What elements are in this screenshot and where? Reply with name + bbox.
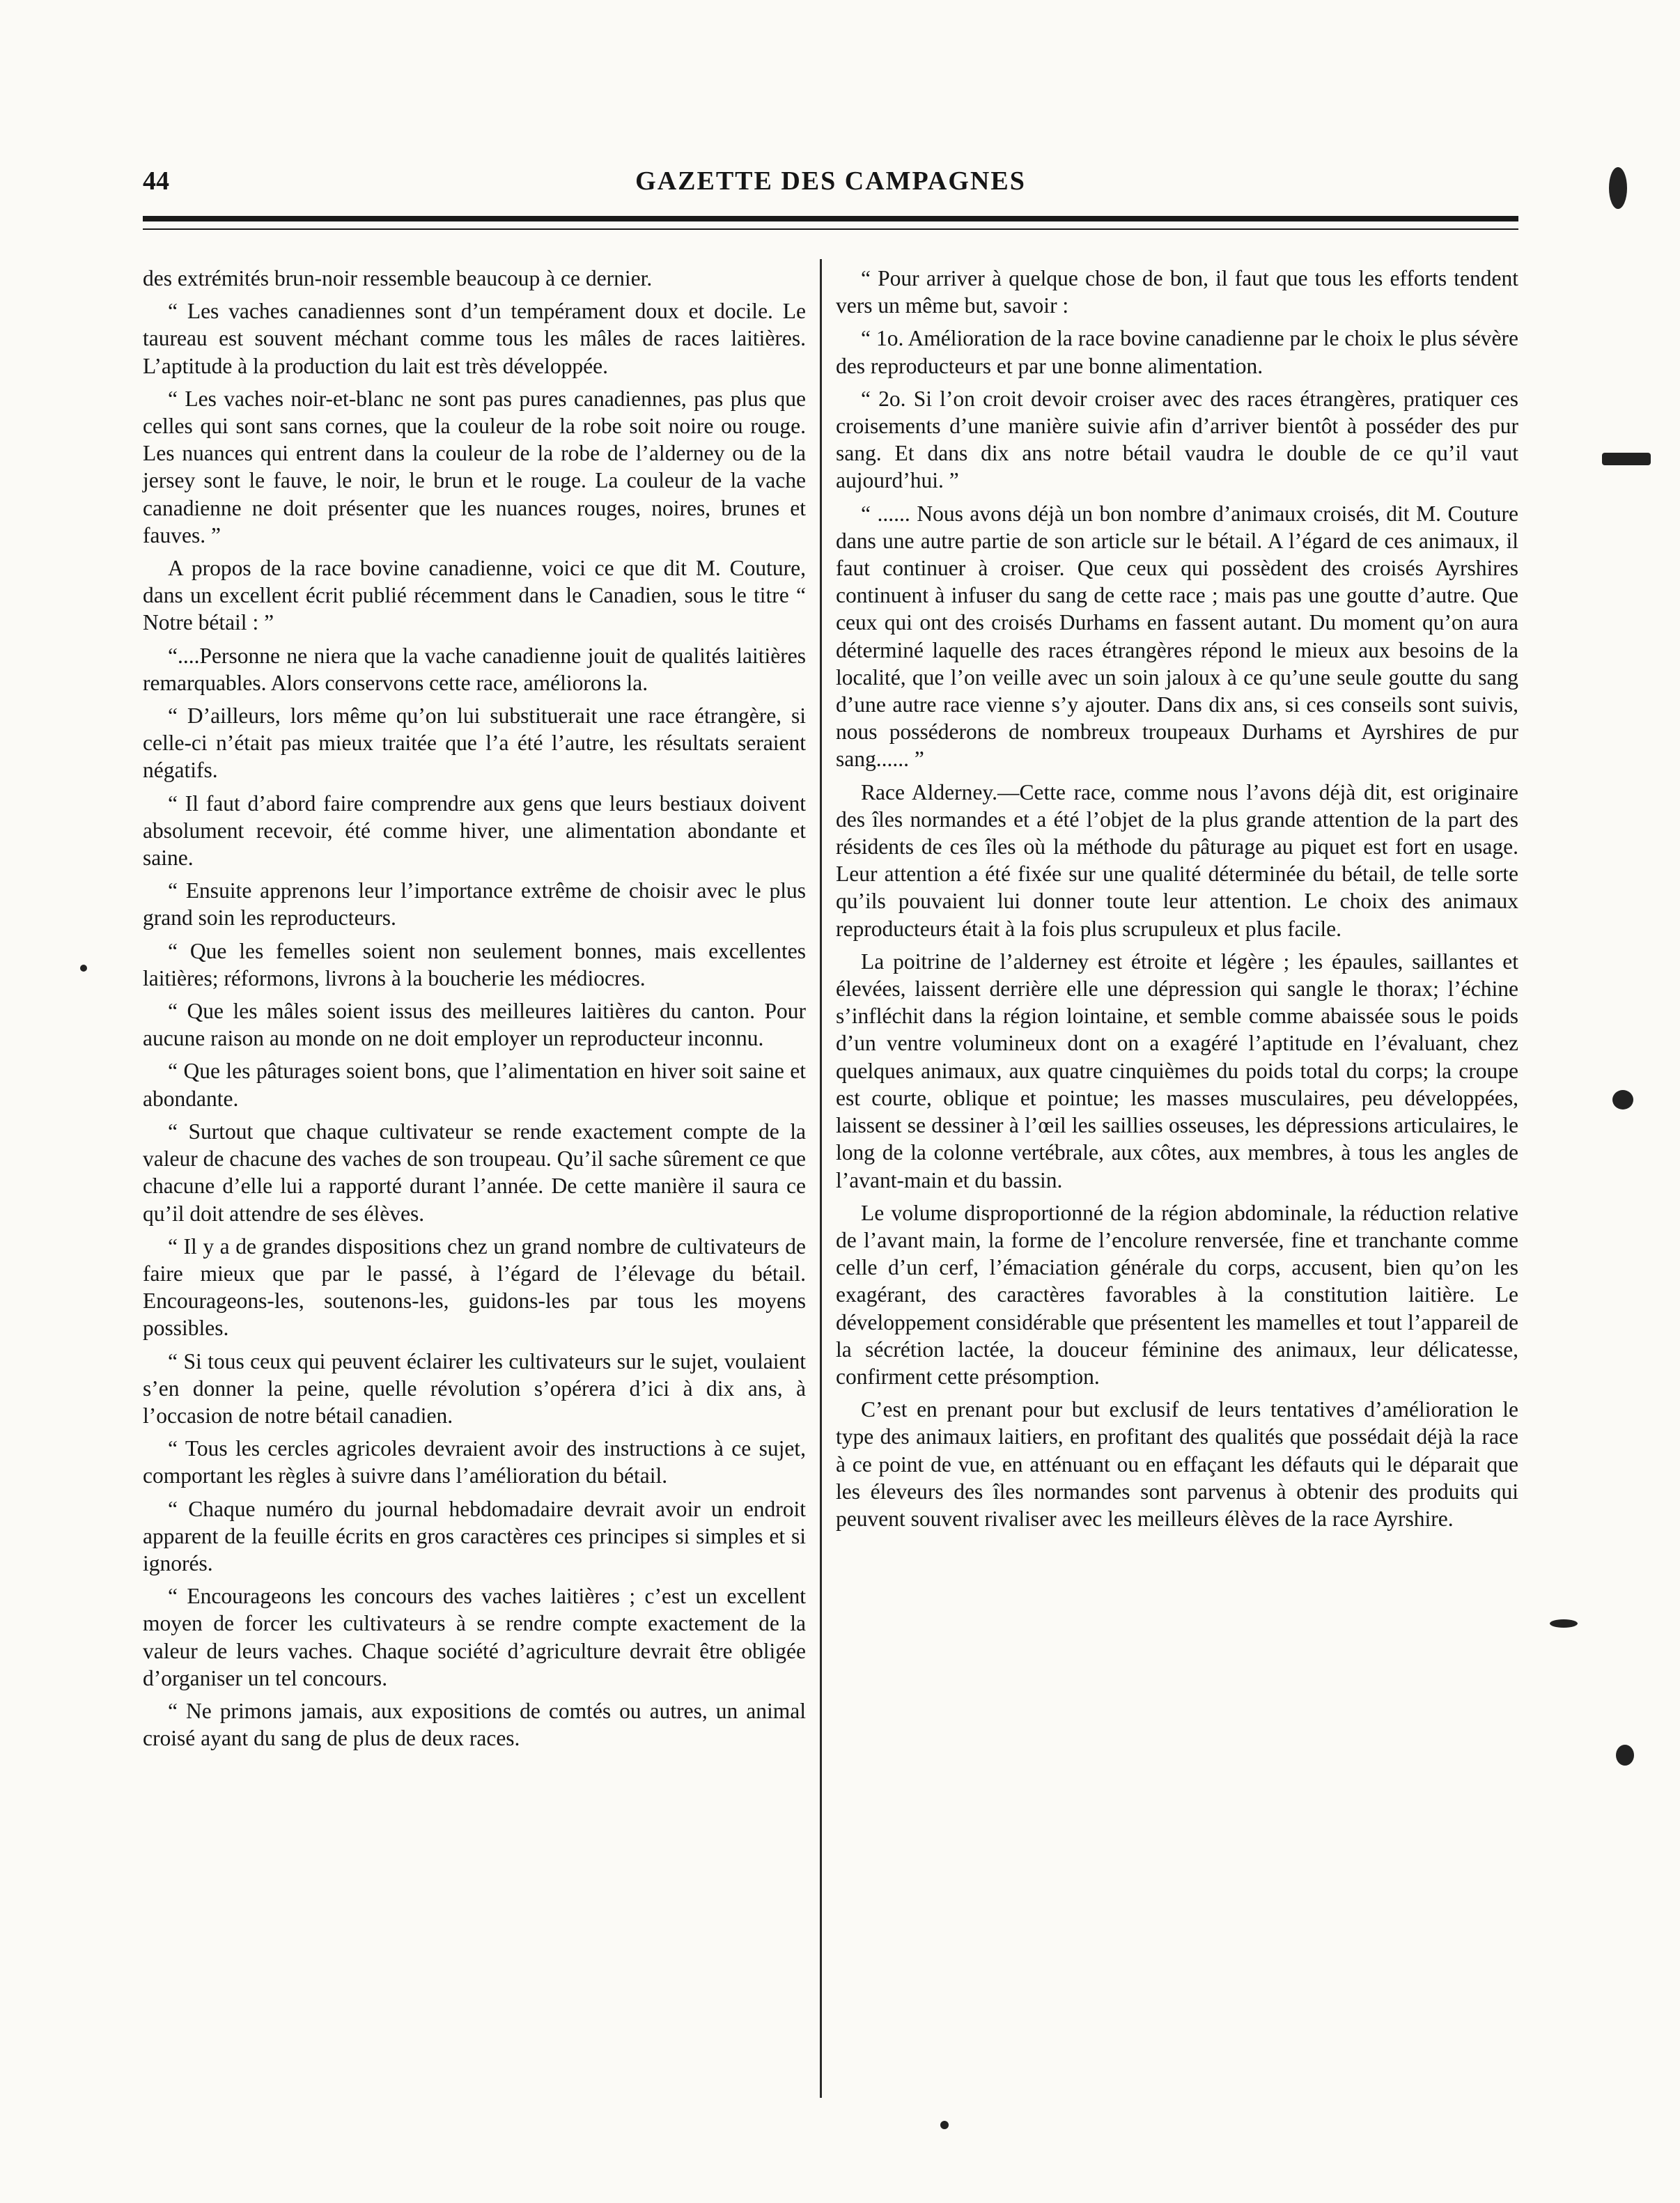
paragraph: des extrémités brun-noir ressemble beaucoup à ce dernier. [143,266,653,290]
print-speck [80,965,87,972]
paragraph: “ Encourageons les concours des vaches laitières ; c’est un excellent moyen de forcer les cultivateurs à se rendre compte exactement de la valeur de leurs vaches. Chaque société d’agriculture devrait être obligée d’organiser un tel concours. [143,1584,806,1690]
paragraph: La poitrine de l’alderney est étroite et légère ; les épaules, saillantes et élevées, laissent derrière elle une dépression qui sangle le thorax; l’échine s’infléchit dans la région lointaine, et semble comme abaissée sous le poids d’un ventre volumineux dont on a exagéré l’aptitude en l’évaluant, chez quelques animaux, aux quatre cinquièmes du poids total du corps; la croupe est courte, oblique et pointue; les masses musculaires, peu développées, laissent se dessiner à l’œil les saillies osseuses, les dépressions articulaires, le long de la colonne vertébrale, aux côtes, aux membres, à tous les angles de l’avant-main et du bassin. [836,949,1518,1192]
paragraph: “ Ne primons jamais, aux expositions de comtés ou autres, un animal croisé ayant du sang de plus de deux races. [143,1698,806,1751]
paragraph: “ Ensuite apprenons leur l’importance extrême de choisir avec le plus grand soin les reproducteurs. [143,878,806,931]
paragraph: “ D’ailleurs, lors même qu’on lui substituerait une race étrangère, si celle-ci n’était pas mieux traitée que l’a été l’autre, les résultats seraient négatifs. [143,703,806,783]
paragraph: “ ...... Nous avons déjà un bon nombre d’animaux croisés, dit M. Couture dans une autre partie de son article sur le bétail. A l’égard de ces animaux, il faut continuer à croiser. Que ceux qui possèdent des croisés Ayrshires continuent à infuser du sang de cette race ; mais pas une goutte d’autre. Que ceux qui ont des croisés Durhams en fassent autant. Du moment qu’on aura déterminé laquelle des races étrangères répond le mieux aux besoins de la localité, que l’on veille avec un soin jaloux à ce qu’une seule goutte du sang d’une autre race vienne s’y ajouter. Dans dix ans, si ces conseils sont suivis, nous posséderons de nombreux troupeaux Durhams et Ayrshires de pur sang...... ” [836,501,1518,772]
right-column [836,265,1518,1538]
paragraph: “ Que les femelles soient non seulement bonnes, mais excellentes laitières; réformons, livrons à la boucherie les médiocres. [143,938,806,990]
print-speck [1612,1090,1633,1110]
paragraph: “ Que les mâles soient issus des meilleures laitières du canton. Pour aucune raison au monde on ne doit employer un reproducteur inconnu. [143,999,806,1051]
header-rule-thin [143,228,1518,230]
print-speck [940,2121,949,2129]
running-title: GAZETTE DES CAMPAGNES [635,166,1026,196]
paragraph: “ 2o. Si l’on croit devoir croiser avec des races étrangères, pratiquer ces croisements d’une manière suivie afin d’arriver bientôt à posséder des pur sang. Et dans dix ans notre bétail vaudra le double de ce qu’il vaut aujourd’hui. ” [836,386,1518,493]
paragraph: “ Il y a de grandes dispositions chez un grand nombre de cultivateurs de faire mieux que par le passé, à l’égard de l’élevage du bétail. Encourageons-les, soutenons-les, guidons-les par tous les moyens possibles. [143,1233,806,1341]
paragraph: A propos de la race bovine canadienne, voici ce que dit M. Couture, dans un excellent écrit publié récemment dans le Canadien, sous le titre “ Notre bétail : ” [143,556,806,635]
column-divider [820,259,822,2098]
paragraph: “ Pour arriver à quelque chose de bon, il faut que tous les efforts tendent vers un même but, savoir : [836,266,1518,318]
left-column [143,265,806,1757]
paragraph: “....Personne ne niera que la vache canadienne jouit de qualités laitières remarquables. Alors conservons cette race, améliorons la. [143,643,806,695]
page-header [143,166,1518,208]
print-speck [1602,453,1651,465]
paragraph: “ Les vaches canadiennes sont d’un tempérament doux et docile. Le taureau est souvent méchant comme tous les mâles de races laitières. L’aptitude à la production du lait est très développée. [143,299,806,378]
paragraph: “ 1o. Amélioration de la race bovine canadienne par le choix le plus sévère des reproducteurs et par une bonne alimentation. [836,326,1518,378]
paragraph: “ Tous les cercles agricoles devraient avoir des instructions à ce sujet, comportant les règles à suivre dans l’amélioration du bétail. [143,1436,806,1488]
paragraph: “ Il faut d’abord faire comprendre aux gens que leurs bestiaux doivent absolument recevoir, été comme hiver, une alimentation abondante et saine. [143,791,806,871]
paragraph: C’est en prenant pour but exclusif de leurs tentatives d’amélioration le type des animaux laitiers, en profitant des qualités que possédait déjà la race à ce point de vue, en atténuant ou en effaçant les défauts qui le déparait que les éleveurs des îles normandes sont parvenus à obtenir des produits qui peuvent souvent rivaliser avec les meilleurs élèves de la race Ayrshire. [836,1397,1518,1531]
print-speck [1609,167,1627,209]
paragraph: Race Alderney.—Cette race, comme nous l’avons déjà dit, est originaire des îles normandes et a été l’objet de la plus grande attention de la part des résidents de ces îles où la méthode du pâturage au piquet est fort en usage. Leur attention a été fixée sur une qualité déterminée du bétail, de telle sorte qu’ils pouvaient lui donner toute leur attention. Le choix des animaux reproducteurs était à la fois plus scrupuleux et plus facile. [836,779,1518,941]
paragraph: “ Si tous ceux qui peuvent éclairer les cultivateurs sur le sujet, voulaient s’en donner la peine, quelle révolution s’opérera d’ici à dix ans, à l’occasion de notre bétail canadien. [143,1348,806,1428]
paragraph: Le volume disproportionné de la région abdominale, la réduction relative de l’avant main, la forme de l’encolure renversée, fine et tranchante comme celle d’un cerf, l’émaciation générale du corps, accusent, bien qu’on les exagérant, des caractères favorables à la constitution laitière. Le développement considérable que présentent les mamelles et tout l’appareil de la sécrétion lactée, la douceur féminine des animaux, leur délicatesse, confirment cette présomption. [836,1200,1518,1389]
print-speck [1550,1619,1578,1628]
paragraph: “ Surtout que chaque cultivateur se rende exactement compte de la valeur de chacune des vaches de son troupeau. Qu’il sache sûrement ce que chacune d’elle lui a rapporté durant l’année. De cette manière il saura ce qu’il doit attendre de ses élèves. [143,1119,806,1226]
paragraph: “ Que les pâturages soient bons, que l’alimentation en hiver soit saine et abondante. [143,1059,806,1111]
paragraph: “ Les vaches noir-et-blanc ne sont pas pures canadiennes, pas plus que celles qui sont sans cornes, que la couleur de la robe soit noire ou rouge. Les nuances qui entrent dans la couleur de la robe de l’alderney ou de la jersey sont le fauve, le noir, le brun et le rouge. La couleur de la vache canadienne ne doit présenter que les nuances rouges, noires, brunes et fauves. ” [143,386,806,547]
header-rule-thick [143,216,1518,221]
paragraph: “ Chaque numéro du journal hebdomadaire devrait avoir un endroit apparent de la feuille écrits en gros caractères ces principes si simples et si ignorés. [143,1496,806,1575]
print-speck [1616,1745,1634,1766]
page-number: 44 [143,166,169,196]
